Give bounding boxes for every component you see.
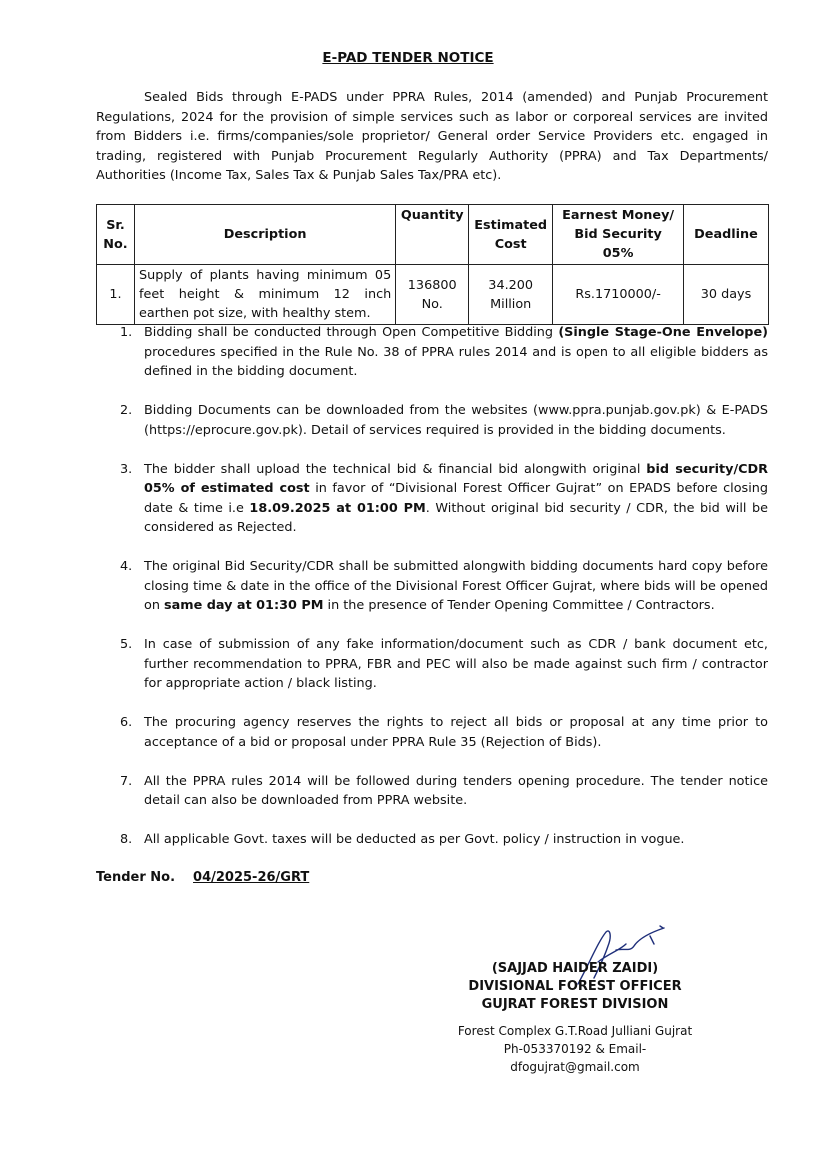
item-text-bold: 18.09.2025 at 01:00 PM xyxy=(249,500,426,516)
item-text: The original Bid Security/CDR shall be submitted alongwith bidding documents hard copy before closing time & date in the office of the Divisional Forest Officer Gujrat, where bids will be opened on xyxy=(144,559,768,613)
cell-sr-no: 1. xyxy=(97,265,135,325)
office-address: Forest Complex G.T.Road Julliani Gujrat xyxy=(457,1024,693,1038)
list-item xyxy=(96,460,768,538)
header-sr-no: Sr. No. xyxy=(97,205,135,265)
tender-number xyxy=(96,870,309,885)
item-text: All applicable Govt. taxes will be deducted as per Govt. policy / instruction in vogue. xyxy=(144,832,685,847)
item-number: 6. xyxy=(120,715,133,730)
office-contact: Ph-053370192 & Email-dfogujrat@gmail.com xyxy=(503,1042,647,1074)
item-text: The procuring agency reserves the rights to reject all bids or proposal at any time prior to acceptance of a bid or proposal under PPRA Rule 35 (Rejection of Bids). xyxy=(144,715,768,750)
list-item xyxy=(96,557,768,616)
cell-estimated-cost: 34.200 Million xyxy=(469,265,553,325)
signatory-division: GUJRAT FOREST DIVISION xyxy=(481,997,669,1012)
item-number: 4. xyxy=(120,559,133,574)
item-text-bold: bid security/CDR 05% of estimated cost xyxy=(144,461,768,496)
signatory-designation: DIVISIONAL FOREST OFFICER xyxy=(468,979,682,994)
item-number: 2. xyxy=(120,403,133,418)
header-earnest-money: Earnest Money/ Bid Security 05% xyxy=(553,205,684,265)
intro-paragraph: Sealed Bids through E-PADS under PPRA Rules, 2014 (amended) and Punjab Procurement Regulations, 2024 for the provision of simple services such as labor or corporeal services are invited from Bidders i.e. firms/companies/sole proprietor/ General order Service Providers etc. engaged in trading, registered with Punjab Procurement Regularly Authority (PPRA) and Tax Departments/ Authorities (Income Tax, Sales Tax & Punjab Sales Tax/PRA etc). xyxy=(96,90,768,183)
header-estimated-cost: Estimated Cost xyxy=(469,205,553,265)
item-text: procedures specified in the Rule No. 38 of PPRA rules 2014 and is open to all eligible bidders as defined in the bidding document. xyxy=(144,344,768,379)
item-number: 3. xyxy=(120,461,133,477)
item-text: in favor of “Divisional Forest Officer Gujrat” on EPADS before closing date & time i.e xyxy=(144,481,768,516)
item-number: 8. xyxy=(120,832,133,847)
cell-quantity: 136800 No. xyxy=(396,265,469,325)
item-text: In case of submission of any fake information/document such as CDR / bank document etc, further recommendation to PPRA, FBR and PEC will also be made against such firm / contractor for appropriate action / black listing. xyxy=(144,637,768,691)
list-item xyxy=(96,830,768,850)
header-quantity: Quantity xyxy=(396,205,469,265)
signatory-name: (SAJJAD HAIDER ZAIDI) xyxy=(491,961,659,976)
list-item xyxy=(96,323,768,382)
cell-deadline: 30 days xyxy=(684,265,769,325)
signature-block xyxy=(440,960,710,1076)
item-text-bold: (Single Stage-One Envelope) xyxy=(558,325,768,340)
list-item xyxy=(96,635,768,694)
item-text: . Without original bid security / CDR, the bid will be considered as Rejected. xyxy=(144,500,769,535)
notice-title: E-PAD TENDER NOTICE xyxy=(322,50,494,66)
tender-number-label: Tender No. xyxy=(96,870,176,885)
item-text: All the PPRA rules 2014 will be followed during tenders opening procedure. The tender notice detail can also be downloaded from PPRA website. xyxy=(144,773,768,808)
cell-description: Supply of plants having minimum 05 feet height & minimum 12 inch earthen pot size, with healthy stem. xyxy=(134,265,395,325)
list-item xyxy=(96,772,768,811)
list-item xyxy=(96,401,768,440)
item-number: 7. xyxy=(120,773,133,789)
table-row xyxy=(97,265,769,325)
header-deadline: Deadline xyxy=(684,205,769,265)
item-text: Bidding Documents can be downloaded from the websites (www.ppra.punjab.gov.pk) & E-PADS (https://eprocure.gov.pk). Detail of services required is provided in the bidding documents. xyxy=(144,403,768,438)
item-text: in the presence of Tender Opening Committee / Contractors. xyxy=(323,598,715,613)
item-text: The bidder shall upload the technical bid & financial bid alongwith original xyxy=(144,461,647,477)
list-item xyxy=(96,713,768,752)
item-number: 5. xyxy=(120,637,133,652)
item-text-bold: same day at 01:30 PM xyxy=(164,598,324,613)
item-text: Bidding shall be conducted through Open Competitive Bidding xyxy=(144,325,559,340)
tender-table xyxy=(96,204,769,325)
terms-list xyxy=(96,323,768,869)
table-header-row xyxy=(97,205,769,265)
header-description: Description xyxy=(134,205,395,265)
tender-number-value: 04/2025-26/GRT xyxy=(193,870,310,885)
item-number: 1. xyxy=(120,325,133,340)
cell-earnest-money: Rs.1710000/- xyxy=(553,265,684,325)
